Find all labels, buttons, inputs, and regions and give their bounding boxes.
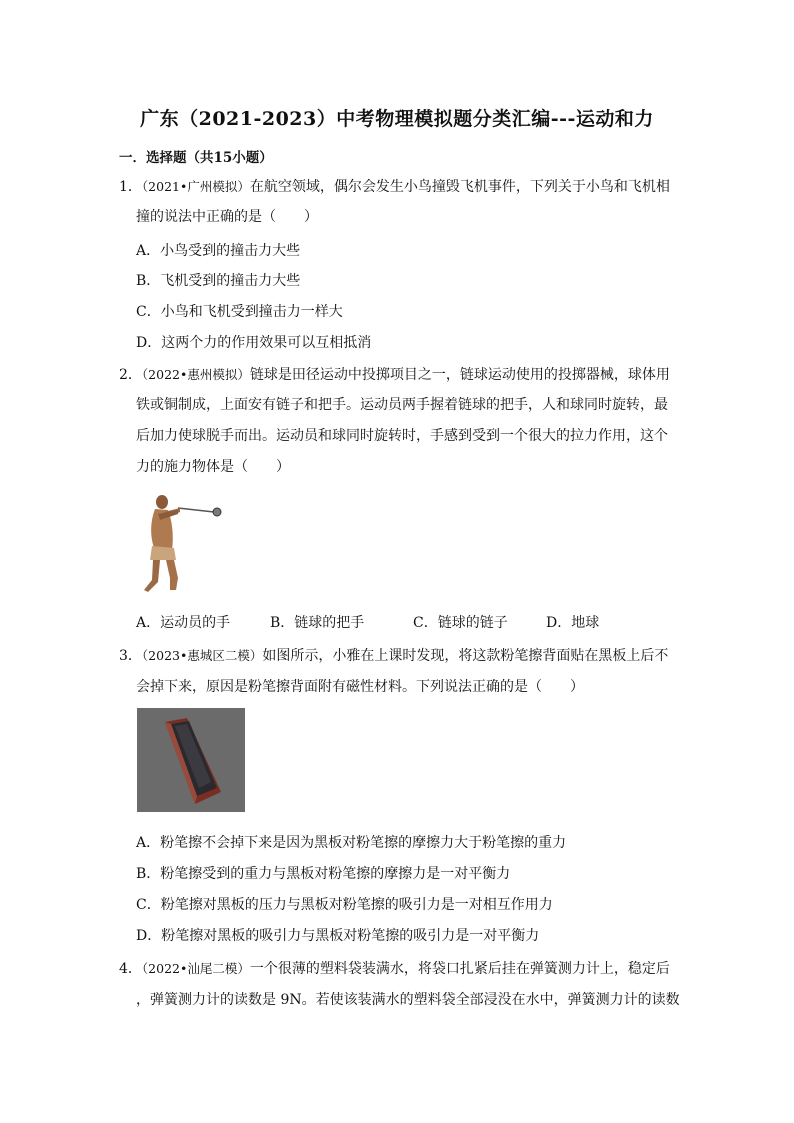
question-2-line-3: 后加力使球脱手而出。运动员和球同时旋转时，手感到受到一个很大的拉力作用，这个 [136, 428, 668, 444]
question-3-line-2: 会掉下来，原因是粉笔擦背面附有磁性材料。下列说法正确的是（ ） [136, 679, 584, 695]
question-source: （2021•广州模拟） [141, 179, 250, 194]
question-text: 在航空领域，偶尔会发生小鸟撞毁飞机事件，下列关于小鸟和飞机相 [249, 179, 670, 195]
question-4-line-2: ，弹簧测力计的读数是 9N。若使该装满水的塑料袋全部浸没在水中，弹簧测力计的读数 [136, 992, 680, 1008]
question-2-line-4: 力的施力物体是（ ） [136, 459, 290, 475]
question-1-line-1 [119, 176, 670, 196]
question-source: （2023•惠城区二模） [141, 648, 263, 663]
question-1-line-2: 撞的说法中正确的是（ ） [136, 209, 318, 225]
question-1-option-b: B．飞机受到的撞击力大些 [136, 273, 301, 289]
question-source: （2022•汕尾二模） [141, 961, 250, 976]
question-text: 一个很薄的塑料袋装满水，将袋口扎紧后挂在弹簧测力计上，稳定后 [249, 961, 670, 977]
question-2-option-c: C．链球的链子 [413, 615, 508, 631]
question-4-line-1 [119, 958, 670, 978]
question-1-option-d: D．这两个力的作用效果可以互相抵消 [136, 335, 372, 351]
question-2-option-d: D．地球 [546, 615, 600, 631]
question-3-line-1 [119, 645, 668, 665]
question-2-line-1 [119, 364, 670, 384]
question-number: 4． [119, 961, 142, 977]
chalkboard-eraser-figure [137, 708, 245, 812]
question-number: 2． [119, 367, 142, 383]
question-3-option-c: C．粉笔擦对黑板的压力与黑板对粉笔擦的吸引力是一对相互作用力 [136, 897, 553, 913]
question-3-option-a: A．粉笔擦不会掉下来是因为黑板对粉笔擦的摩擦力大于粉笔擦的重力 [136, 835, 567, 851]
question-2-line-2: 铁或铜制成，上面安有链子和把手。运动员两手握着链球的把手，人和球同时旋转，最 [136, 397, 668, 413]
question-number: 1． [119, 179, 142, 195]
document-title: 广东（2021-2023）中考物理模拟题分类汇编---运动和力 [140, 108, 654, 130]
question-source: （2022•惠州模拟） [141, 367, 250, 382]
hammer-thrower-figure [136, 492, 224, 598]
question-2-option-a: A．运动员的手 [136, 615, 231, 631]
question-text: 链球是田径运动中投掷项目之一，链球运动使用的投掷器械，球体用 [249, 367, 670, 383]
section-heading: 一．选择题（共15小题） [119, 150, 273, 166]
question-3-option-d: D．粉笔擦对黑板的吸引力与黑板对粉笔擦的吸引力是一对平衡力 [136, 928, 540, 944]
question-number: 3． [119, 648, 142, 664]
question-3-option-b: B．粉笔擦受到的重力与黑板对粉笔擦的摩擦力是一对平衡力 [136, 866, 511, 882]
question-2-option-b: B．链球的把手 [270, 615, 365, 631]
question-text: 如图所示，小雅在上课时发现，将这款粉笔擦背面贴在黑板上后不 [262, 648, 669, 664]
question-1-option-c: C．小鸟和飞机受到撞击力一样大 [136, 304, 343, 320]
question-1-option-a: A．小鸟受到的撞击力大些 [136, 243, 301, 259]
